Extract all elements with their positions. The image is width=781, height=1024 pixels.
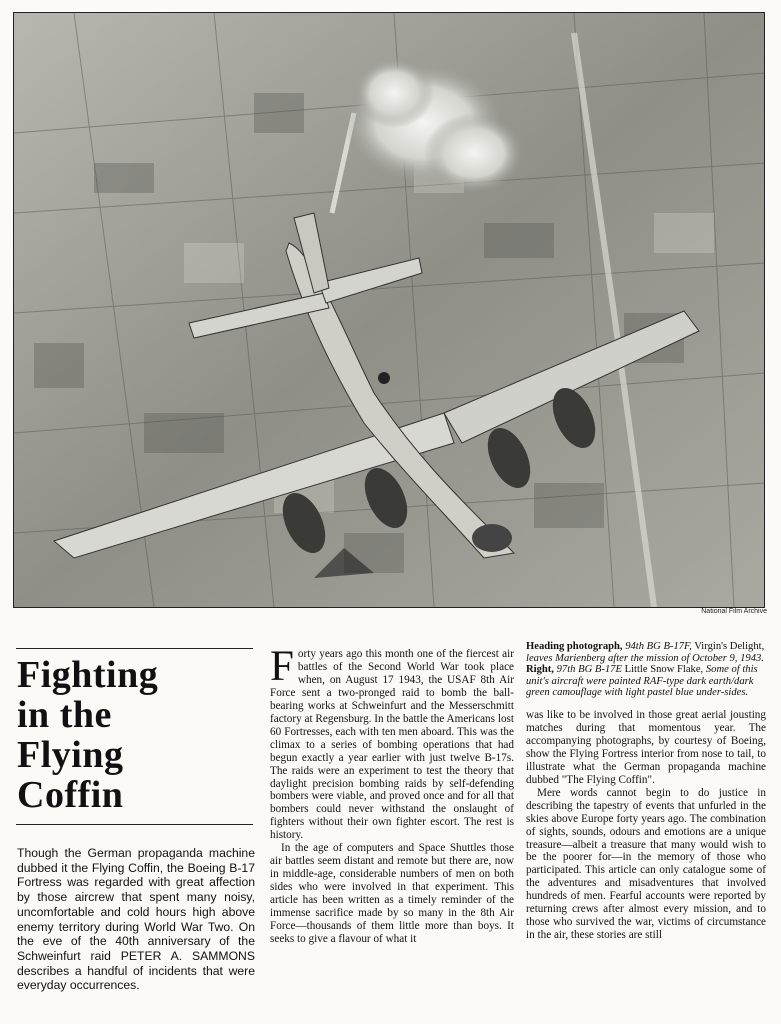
body-paragraph-4: Mere words cannot begin to do justice in describing the tapestry of events that unfurled in the skies above Europe forty years ago. The combination of sights, sounds, odours and emotions are a unique treasure—albeit a treasure that many would wish to be the poorer for—in the memory of those who participated. This article can only catalogue some of the adventures and misadventures that involved hundreds of men. Fearful accounts were reported by returning crews after almost every mission, and to those who survived the war, victims of circumstance in the air, these stories are still (526, 786, 766, 942)
body-paragraph-3: was like to be involved in those great aerial jousting matches during that momentous year. The accompanying photographs, by courtesy of Boeing, show the Flying Fortress interior from nose to tail, to illustrate what the German propaganda machine dubbed "The Flying Coffin". (526, 708, 766, 786)
caption-camouflage-note: Some of this unit's aircraft were painted RAF-type dark earth/dark green camouflage with light pastel blue under-sides. (526, 664, 758, 699)
photo-caption (526, 641, 766, 699)
caption-mission: leaves Marienberg after the mission of October 9, 1943. (526, 652, 764, 664)
b17-bomber-illustration (14, 13, 764, 607)
headline-rule-bottom (16, 824, 253, 825)
caption-aircraft-2: 97th BG B-17E (556, 664, 622, 676)
drop-cap: F (270, 643, 294, 690)
body-paragraph-1 (270, 643, 514, 842)
caption-aircraft-1-name: Virgin's Delight, (694, 641, 765, 652)
body-column-1 (270, 643, 514, 946)
standfirst: Though the German propaganda machine dubbed it the Flying Coffin, the Boeing B-17 Fortress was regarded with great affection by those aircrew that spent many noisy, uncomfortable and cold hours high above enemy territory during World War Two. On the eve of the 40th anniversary of the Schweinfurt raid PETER A. SAMMONS describes a handful of incidents that were everyday occurrences. (17, 846, 255, 993)
caption-right-label: Right, (526, 664, 554, 676)
body-paragraph-2: In the age of computers and Space Shuttles those air battles seem distant and remote but there are, now in middle-age, considerable numbers of men on both sides who were involved in that experiment. This article has been written as a timely reminder of the immense sacrifice made by so many in the 8th Air Force—thousands of them little more than boys. It seeks to give a flavour of what it (270, 842, 514, 945)
headline (17, 655, 252, 815)
caption-aircraft-1: 94th BG B-17F, (625, 641, 692, 652)
body-paragraph-1-text: orty years ago this month one of the fiercest air battles of the Second World War took place when, on August 17 1943, the USAF 8th Air Force sent a two-pronged raid to bomb the ball-bearing works at Schweinfurt and the Messerschmitt factory at Regensburg. In the battle the Americans lost 60 Fortresses, each with ten men aboard. This was the climax to a series of bombing operations that had begun exactly a year earlier with just twelve B-17s. The raids were an experiment to test the theory that daylight precision bombing raids by self-defending bombers were viable, and proved once and for all that bombers could never withstand the onslaught of fighters without their own fighter escort. The rest is history. (270, 648, 514, 842)
caption-lead: Heading photograph, (526, 641, 623, 652)
photo-credit: National Film Archive (701, 608, 767, 615)
headline-line-1: Fighting (17, 654, 159, 696)
b17-aerial-photo (13, 12, 765, 608)
headline-line-3: Flying (17, 734, 124, 776)
headline-rule-top (16, 648, 253, 649)
headline-line-4: Coffin (17, 774, 124, 816)
headline-line-2: in the (17, 694, 112, 736)
caption-aircraft-2-name: Little Snow Flake, (624, 664, 704, 676)
body-column-2 (526, 641, 766, 942)
